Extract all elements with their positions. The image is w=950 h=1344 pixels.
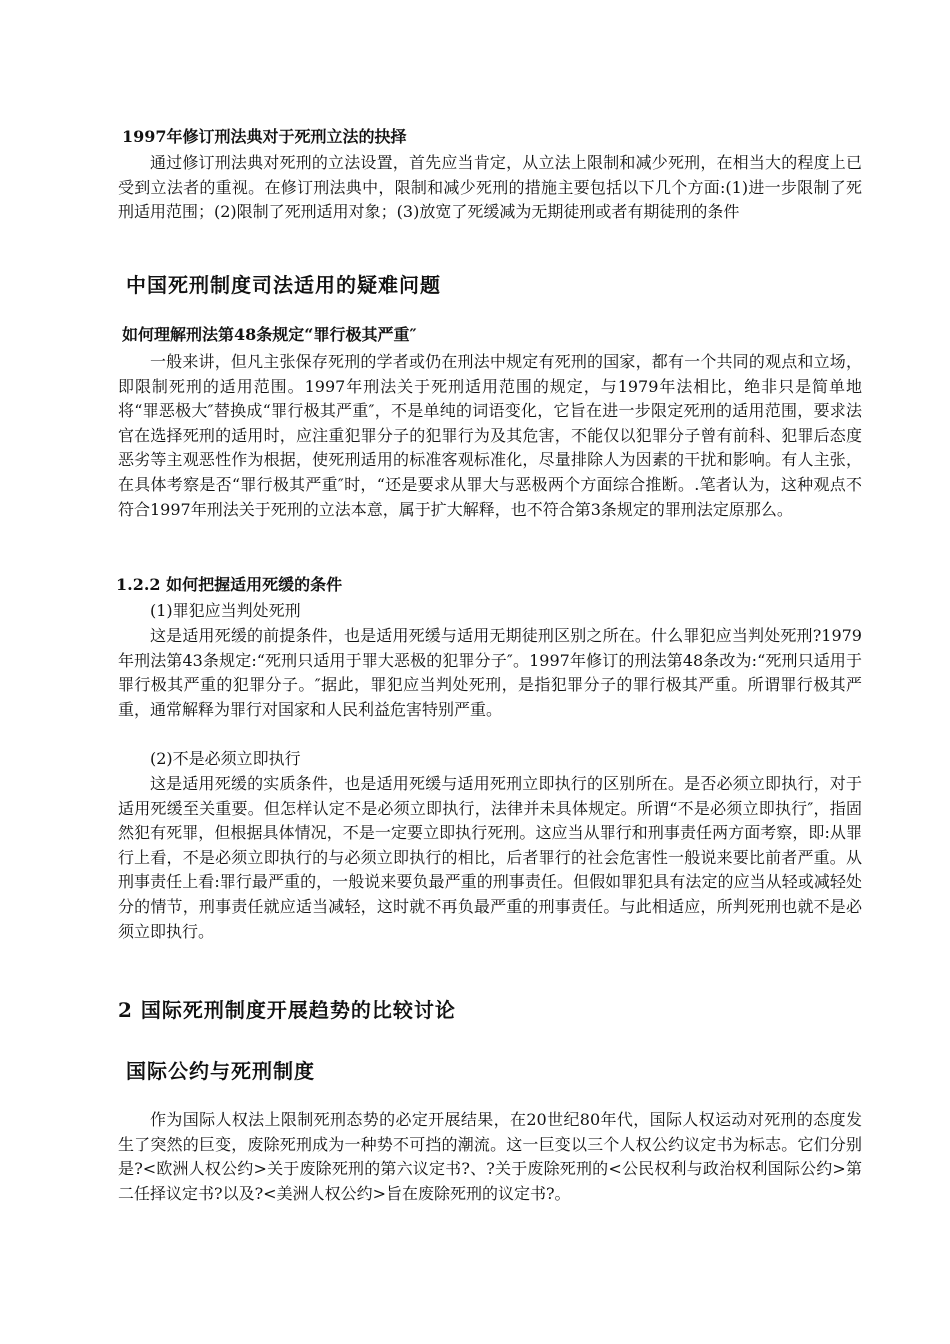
paragraph-condition-2: 这是适用死缓的实质条件，也是适用死缓与适用死刑立即执行的区别所在。是否必须立即执行，对于适用死缓至关重要。但怎样认定不是必须立即执行，法律并未具体规定。所谓“不是必须立即执行″，指固然犯有死罪，但根据具体情况，不是一定要立即执行死刑。这应当从罪行和刑事责任两方面考察，即:从罪行上看，不是必须立即执行的与必须立即执行的相比，后者罪行的社会危害性一般说来要比前者严重。从刑事责任上看:罪行最严重的，一般说来要负最严重的刑事责任。但假如罪犯具有法定的应当从轻或减轻处分的情节，刑事责任就应适当减轻，这时就不再负最严重的刑事责任。与此相适应，所判死刑也就不是必须立即执行。 (118, 774, 862, 941)
subsection-heading-suspended-death: 1.2.2 如何把握适用死缓的条件 (116, 575, 343, 594)
section-heading-1997-revision: 1997年修订刑法典对于死刑立法的抉择 (122, 127, 407, 146)
subsection-heading-conventions: 国际公约与死刑制度 (126, 1059, 315, 1083)
list-item-condition-1: (1)罪犯应当判处死刑 (150, 601, 301, 620)
list-item-condition-2: (2)不是必须立即执行 (150, 749, 301, 768)
paragraph-article-48: 一般来讲，但凡主张保存死刑的学者或仍在刑法中规定有死刑的国家，都有一个共同的观点和立场，即限制死刑的适用范围。1997年刑法关于死刑适用范围的规定，与1979年法相比，绝非只是简单地将“罪恶极大″替换成“罪行极其严重″，不是单纯的词语变化，它旨在进一步限定死刑的适用范围，要求法官在选择死刑的适用时，应注重犯罪分子的犯罪行为及其危害，不能仅以犯罪分子曾有前科、犯罪后态度恶劣等主观恶性作为根据，使死刑适用的标准客观标准化，尽量排除人为因素的干扰和影响。有人主张，在具体考察是否“罪行极其严重″时，“还是要求从罪大与恶极两个方面综合推断。.笔者认为，这种观点不符合1997年刑法关于死刑的立法本意，属于扩大解释，也不符合第3条规定的罪刑法定原那么。 (118, 352, 862, 519)
section-heading-judicial-issues: 中国死刑制度司法适用的疑难问题 (126, 273, 441, 297)
section-heading-international-trends: 2 国际死刑制度开展趋势的比较讨论 (118, 998, 456, 1022)
paragraph-conventions: 作为国际人权法上限制死刑态势的必定开展结果，在20世纪80年代，国际人权运动对死刑的态度发生了突然的巨变，废除死刑成为一种势不可挡的潮流。这一巨变以三个人权公约议定书为标志。它们分别是?<欧洲人权公约>关于废除死刑的第六议定书?、?关于废除死刑的<公民权利与政治权利国际公约>第二任择议定书?以及?<美洲人权公约>旨在废除死刑的议定书?。 (118, 1110, 862, 1203)
subsection-heading-article-48: 如何理解刑法第48条规定“罪行极其严重″ (122, 325, 417, 344)
paragraph-condition-1: 这是适用死缓的前提条件，也是适用死缓与适用无期徒刑区别之所在。什么罪犯应当判处死刑?1979年刑法第43条规定:“死刑只适用于罪大恶极的犯罪分子″。1997年修订的刑法第48条改为:“死刑只适用于罪行极其严重的犯罪分子。″据此，罪犯应当判处死刑，是指犯罪分子的罪行极其严重。所谓罪行极其严重，通常解释为罪行对国家和人民利益危害特别严重。 (118, 626, 862, 719)
paragraph-revision: 通过修订刑法典对死刑的立法设置，首先应当肯定，从立法上限制和减少死刑，在相当大的程度上已受到立法者的重视。在修订刑法典中，限制和减少死刑的措施主要包括以下几个方面:(1)进一步限制了死刑适用范围；(2)限制了死刑适用对象；(3)放宽了死缓减为无期徒刑或者有期徒刑的条件 (118, 153, 862, 222)
